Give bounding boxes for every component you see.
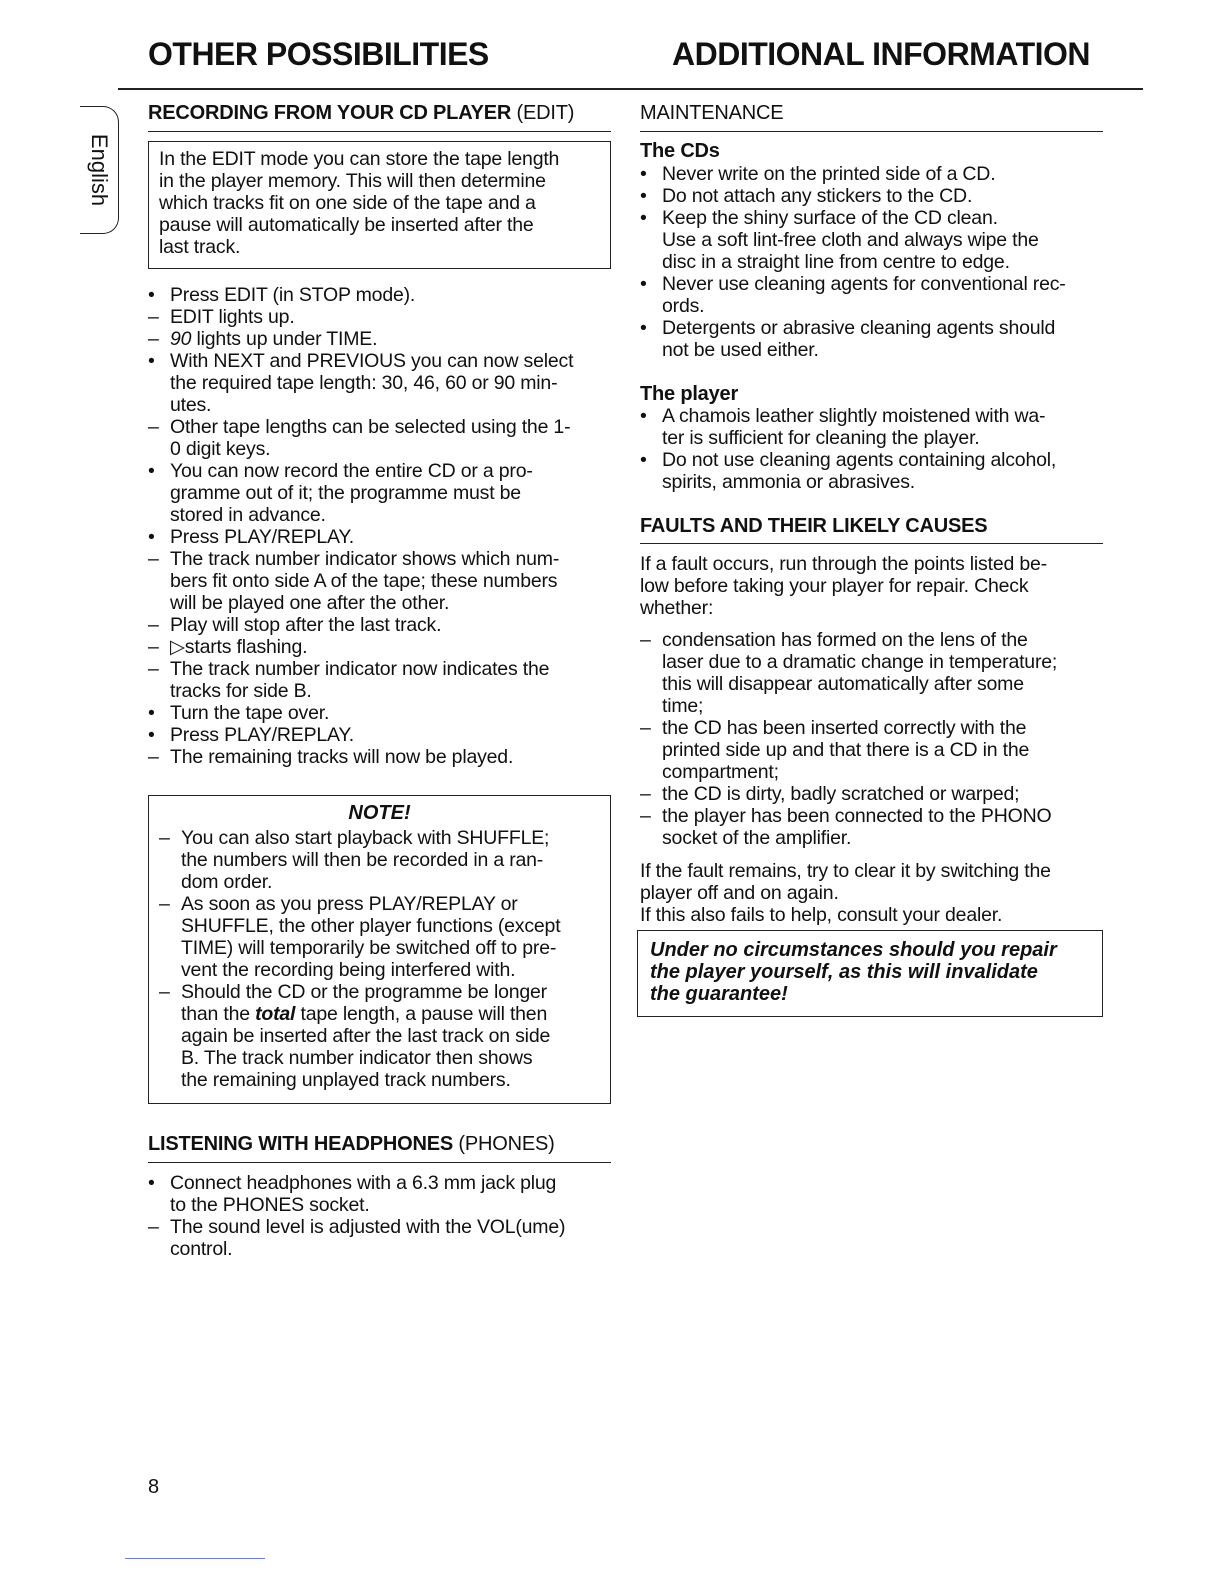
faults-heading-rule <box>640 543 1103 544</box>
footer-line <box>125 1558 265 1559</box>
list-item: • Turn the tape over. <box>148 702 330 724</box>
list-item: – The track number indicator shows which num- bers fit onto side A of the tape; these numbers will be played one after the other. <box>148 548 560 614</box>
list-item: • Never use cleaning agents for conventional rec- ords. <box>640 273 1066 317</box>
list-item: – ▷starts flashing. <box>148 636 308 658</box>
maintenance-heading-rule <box>640 131 1103 132</box>
recording-intro-box: In the EDIT mode you can store the tape length in the player memory. This will then determine which tracks fit on one side of the tape and a pause will automatically be inserted after the last track. <box>148 141 611 269</box>
faults-intro: If a fault occurs, run through the points listed be- low before taking your player for repair. Check whether: <box>640 553 1047 619</box>
list-item: – You can also start playback with SHUFFLE; the numbers will then be recorded in a ran- dom order. <box>159 827 550 893</box>
list-item: • Keep the shiny surface of the CD clean. Use a soft lint-free cloth and always wipe the disc in a straight line from centre to edge. <box>640 207 1039 273</box>
cds-list <box>640 163 1110 361</box>
headphones-heading: LISTENING WITH HEADPHONES (PHONES) <box>148 1133 555 1155</box>
list-item: – The track number indicator now indicates the tracks for side B. <box>148 658 550 702</box>
list-item: • You can now record the entire CD or a pro- gramme out of it; the programme must be stored in advance. <box>148 460 533 526</box>
language-tab <box>80 106 119 234</box>
list-item: – EDIT lights up. <box>148 306 295 328</box>
list-item: • Press PLAY/REPLAY. <box>148 526 354 548</box>
page-number: 8 <box>148 1476 160 1498</box>
list-item: • Press PLAY/REPLAY. <box>148 724 354 746</box>
recording-steps <box>148 284 618 768</box>
list-item: • Do not attach any stickers to the CD. <box>640 185 973 207</box>
list-item: • Never write on the printed side of a CD. <box>640 163 996 185</box>
list-item: • Do not use cleaning agents containing alcohol, spirits, ammonia or abrasives. <box>640 449 1057 493</box>
maintenance-heading: MAINTENANCE <box>640 102 784 124</box>
list-item: – The sound level is adjusted with the VOL(ume) control. <box>148 1216 566 1260</box>
list-item: • A chamois leather slightly moistened with wa- ter is sufficient for cleaning the player. <box>640 405 1046 449</box>
recording-heading-rule <box>148 131 611 132</box>
warning-box: Under no circumstances should you repair the player yourself, as this will invalidate the guarantee! <box>637 930 1103 1017</box>
list-item: – Other tape lengths can be selected using the 1- 0 digit keys. <box>148 416 571 460</box>
list-item: – the player has been connected to the PHONO socket of the amplifier. <box>640 805 1052 849</box>
headphones-list <box>148 1172 618 1260</box>
faults-heading: FAULTS AND THEIR LIKELY CAUSES <box>640 515 988 537</box>
list-item: – Play will stop after the last track. <box>148 614 442 636</box>
note-box <box>148 795 611 1104</box>
header-rule <box>118 88 1143 90</box>
note-title: NOTE! <box>348 802 411 824</box>
list-item: – 90 lights up under TIME. <box>148 328 378 350</box>
list-item: • Connect headphones with a 6.3 mm jack plug to the PHONES socket. <box>148 1172 557 1216</box>
list-item: – The remaining tracks will now be played. <box>148 746 514 768</box>
faults-outro: If the fault remains, try to clear it by switching the player off and on again. If this also fails to help, consult your dealer. <box>640 860 1051 926</box>
list-item: • With NEXT and PREVIOUS you can now select the required tape length: 30, 46, 60 or 90 min- utes. <box>148 350 574 416</box>
left-page-title: OTHER POSSIBILITIES <box>148 36 489 72</box>
player-list <box>640 405 1110 493</box>
list-item: – condensation has formed on the lens of the laser due to a dramatic change in temperature; this will disappear automatically after some time; <box>640 629 1058 717</box>
headphones-heading-rule <box>148 1162 611 1163</box>
list-item: – the CD has been inserted correctly with the printed side up and that there is a CD in the compartment; <box>640 717 1030 783</box>
list-item: – Should the CD or the programme be longer than the total tape length, a pause will then again be inserted after the last track on side B. The track number indicator then shows the remaining unplayed track numbers. <box>159 981 551 1091</box>
faults-list <box>640 629 1110 849</box>
right-page-title: ADDITIONAL INFORMATION <box>672 36 1090 72</box>
cds-subheading: The CDs <box>640 140 720 162</box>
player-subheading: The player <box>640 383 739 405</box>
list-item: • Detergents or abrasive cleaning agents should not be used either. <box>640 317 1056 361</box>
list-item: • Press EDIT (in STOP mode). <box>148 284 416 306</box>
language-tab-label: English <box>87 133 112 207</box>
list-item: – As soon as you press PLAY/REPLAY or SHUFFLE, the other player functions (except TIME) will temporarily be switched off to pre- vent the recording being interfered with. <box>159 893 561 981</box>
list-item: – the CD is dirty, badly scratched or warped; <box>640 783 1020 805</box>
recording-heading: RECORDING FROM YOUR CD PLAYER (EDIT) <box>148 102 575 124</box>
